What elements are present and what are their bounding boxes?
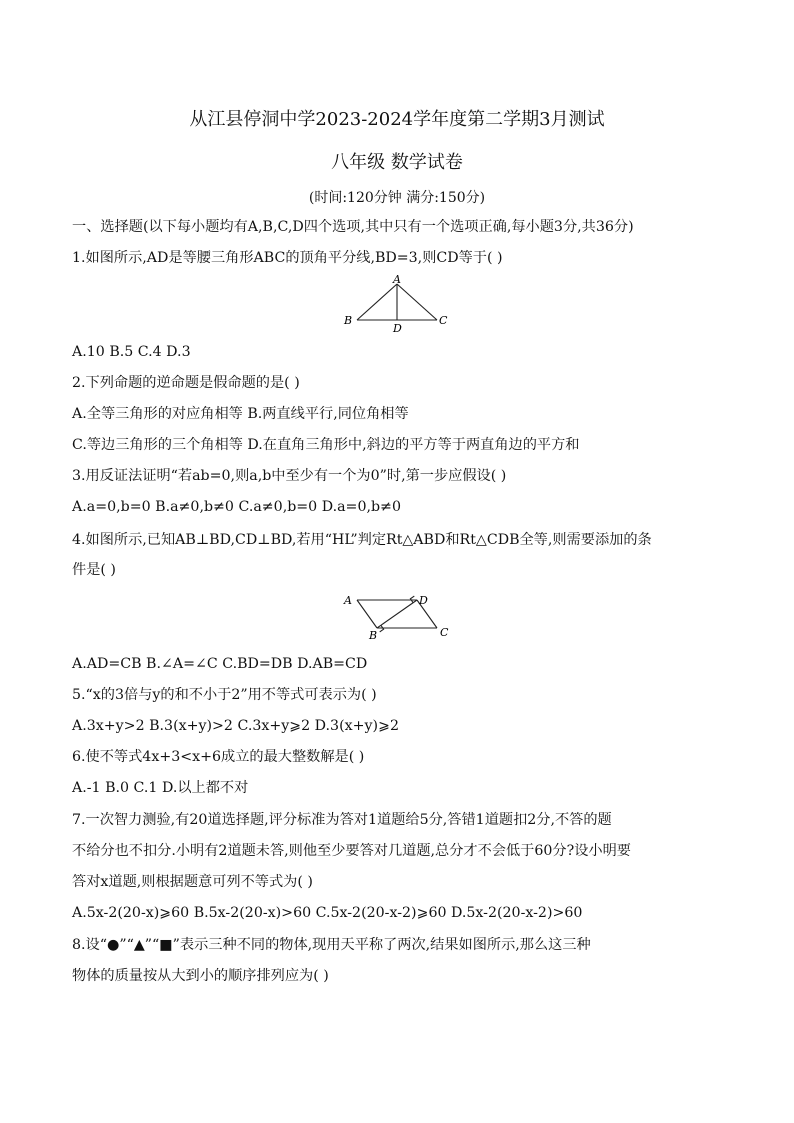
q4-label-b: B [369, 629, 378, 642]
q1-label-d: D [393, 322, 402, 335]
q5-stem: 5.“x的3倍与y的和不小于2”用不等式可表示为( ) [72, 687, 377, 703]
q8-stem-line2: 物体的质量按从大到小的顺序排列应为( ) [72, 968, 329, 984]
exam-meta: (时间:120分钟 满分:150分) [308, 190, 486, 206]
q7-stem-line2: 不给分也不扣分.小明有2道题未答,则他至少要答对几道题,总分才不会低于60分?设小明要 [72, 843, 631, 859]
q5-options: A.3x+y>2 B.3(x+y)>2 C.3x+y⩾2 D.3(x+y)⩾2 [72, 718, 399, 734]
q1-label-a: A [393, 275, 401, 286]
q4-triangles-figure [340, 590, 455, 642]
q7-options: A.5x-2(20-x)⩾60 B.5x-2(20-x)>60 C.5x-2(20-x-2)⩾60 D.5x-2(20-x-2)>60 [72, 905, 583, 921]
q1-label-b: B [344, 314, 353, 327]
q7-stem-line1: 7.一次智力测验,有20道选择题,评分标准为答对1道题给5分,答错1道题扣2分,不答的题 [72, 812, 612, 828]
q1-stem: 1.如图所示,AD是等腰三角形ABC的顶角平分线,BD=3,则CD等于( ) [72, 250, 503, 266]
q4-label-d: D [419, 594, 428, 607]
q2-options-line1: A.全等三角形的对应角相等 B.两直线平行,同位角相等 [72, 406, 409, 422]
q6-stem: 6.使不等式4x+3<x+6成立的最大整数解是( ) [72, 749, 365, 765]
exam-subtitle: 八年级 数学试卷 [331, 152, 463, 173]
q3-stem: 3.用反证法证明“若ab=0,则a,b中至少有一个为0”时,第一步应假设( ) [72, 468, 507, 484]
exam-title: 从江县停洞中学2023-2024学年度第二学期3月测试 [189, 109, 605, 130]
q1-triangle-figure [340, 275, 455, 335]
q3-options: A.a=0,b=0 B.a≠0,b≠0 C.a≠0,b=0 D.a=0,b≠0 [72, 499, 401, 515]
q4-label-a: A [344, 594, 352, 607]
q7-stem-line3: 答对x道题,则根据题意可列不等式为( ) [72, 874, 313, 890]
q8-stem-line1: 8.设“●”“▲”“■”表示三种不同的物体,现用天平称了两次,结果如图所示,那么这三种 [72, 937, 591, 953]
q4-stem-line1: 4.如图所示,已知AB⊥BD,CD⊥BD,若用“HL”判定Rt△ABD和Rt△CDB全等,则需要添加的条 [72, 532, 652, 548]
q1-label-c: C [439, 314, 448, 327]
section-heading: 一、选择题(以下每小题均有A,B,C,D四个选项,其中只有一个选项正确,每小题3分,共36分) [72, 219, 634, 235]
q4-label-c: C [440, 626, 449, 639]
q4-stem-line2: 件是( ) [72, 562, 116, 578]
q2-stem: 2.下列命题的逆命题是假命题的是( ) [72, 375, 300, 391]
q4-options: A.AD=CB B.∠A=∠C C.BD=DB D.AB=CD [72, 656, 368, 672]
q6-options: A.-1 B.0 C.1 D.以上都不对 [72, 780, 249, 796]
q1-options: A.10 B.5 C.4 D.3 [72, 344, 191, 360]
q2-options-line2: C.等边三角形的三个角相等 D.在直角三角形中,斜边的平方等于两直角边的平方和 [72, 437, 580, 453]
